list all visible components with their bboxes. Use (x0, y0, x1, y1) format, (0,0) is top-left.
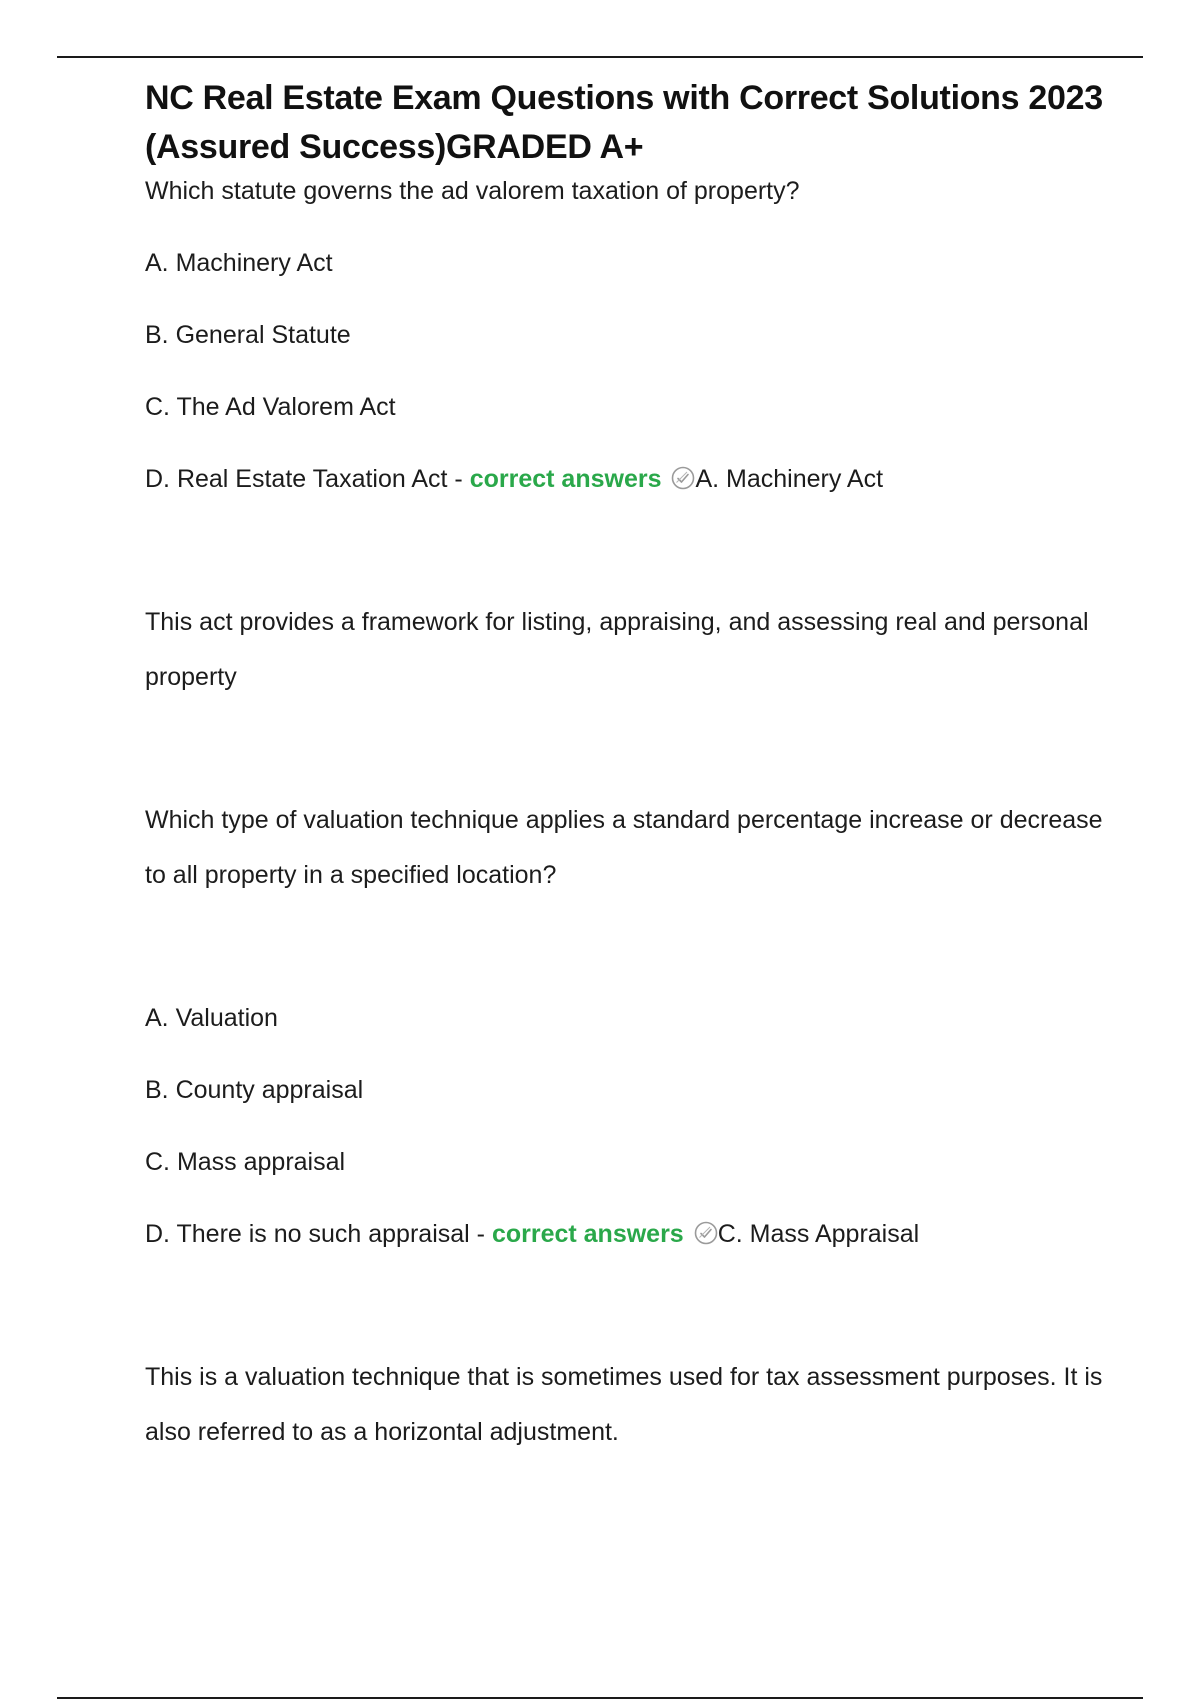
q3-answer: C. Mass Appraisal (717, 1220, 920, 1248)
q1-answer: A. Machinery Act (695, 465, 884, 493)
q3-option-c: C. Mass appraisal (145, 1148, 346, 1176)
top-divider (57, 56, 1143, 58)
q1-option-d-with-answer (145, 452, 1105, 507)
document-title: NC Real Estate Exam Questions with Correct Solutions 2023 (Assured Success)GRADED A+ (145, 79, 1103, 166)
question-1: Which statute governs the ad valorem taxation of property? (145, 177, 800, 205)
q3-option-d: D. There is no such appraisal - (145, 1220, 492, 1248)
q3-option-a: A. Valuation (145, 1004, 278, 1032)
q1-option-d: D. Real Estate Taxation Act - (145, 465, 470, 493)
q3-option-d-with-answer (145, 1207, 1105, 1262)
question-4: This is a valuation technique that is sometimes used for tax assessment purposes. It is also referred to as a horizontal adjustment. (145, 1363, 1103, 1446)
q3-option-b: B. County appraisal (145, 1076, 364, 1104)
q1-option-a: A. Machinery Act (145, 249, 333, 277)
document-page (145, 74, 1105, 1460)
question-3: Which type of valuation technique applies a standard percentage increase or decrease to all property in a specified location? (145, 806, 1103, 889)
question-2: This act provides a framework for listing, appraising, and assessing real and personal property (145, 608, 1089, 691)
check-circle-icon (671, 466, 695, 490)
q1-answer-label: correct answers (469, 465, 662, 493)
q1-option-b: B. General Statute (145, 321, 351, 349)
bottom-divider (57, 1697, 1143, 1699)
q1-option-c: C. The Ad Valorem Act (145, 393, 396, 421)
q3-answer-label: correct answers (491, 1220, 684, 1248)
check-circle-icon (694, 1221, 718, 1245)
